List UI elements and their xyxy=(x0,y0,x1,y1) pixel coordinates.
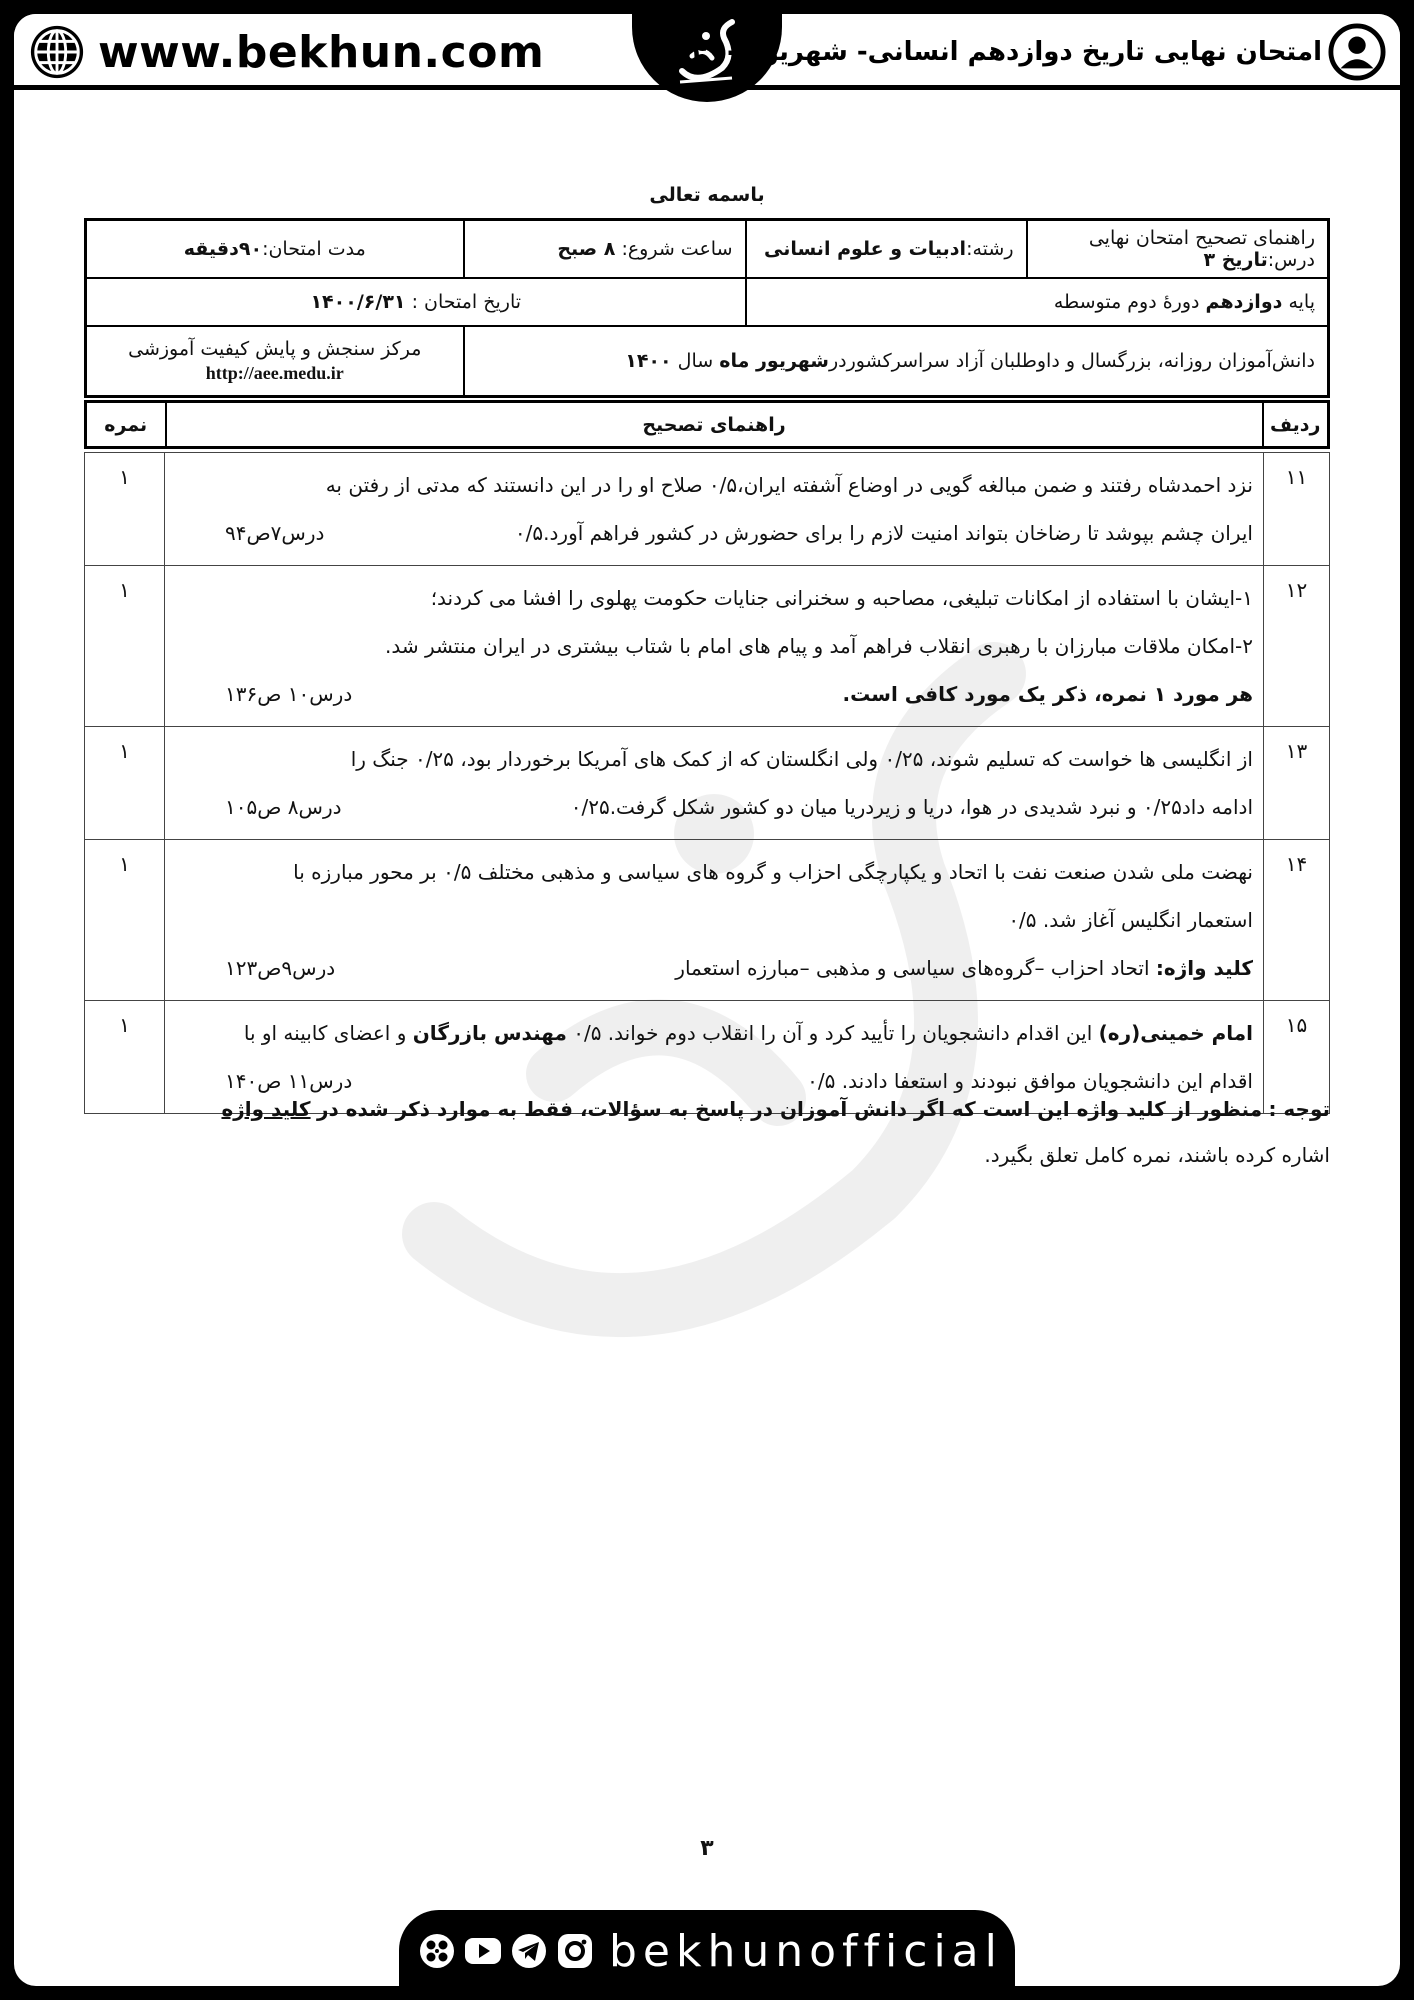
answers-table xyxy=(84,452,1330,1114)
answer-line: استعمار انگلیس آغاز شد. ۰/۵ xyxy=(1008,908,1253,932)
exam-title-text: امتحان نهایی تاریخ دوازدهم انسانی- شهریور ۱۴۰۰ xyxy=(675,37,1322,67)
answer-line: ۱-ایشان با استفاده از امکانات تبلیغی، مصاحبه و سخنرانی جنایات حکومت پهلوی را افشا می کردند؛ xyxy=(430,586,1253,610)
answer-line xyxy=(175,1009,1253,1057)
exam-date: ۱۴۰۰/۶/۳۱ xyxy=(310,291,406,313)
social-icons xyxy=(417,1931,595,1971)
center-name: مرکز سنجش و پایش کیفیت آموزشی xyxy=(128,337,422,360)
exam-title xyxy=(675,22,1386,82)
exam-month: شهریور ماه xyxy=(719,349,829,372)
subject-cell xyxy=(1027,220,1329,279)
answer-line: از انگلیسی ها خواست که تسلیم شوند، ۰/۲۵ ولی انگلستان که از کمک های آمریکا برخوردار بود، ۰/۲۵ جنگ را xyxy=(350,747,1253,771)
guide-label: راهنمای تصحیح امتحان نهایی درس: xyxy=(1088,227,1315,271)
students-text: دانش‌آموزان روزانه، بزرگسال و داوطلبان آزاد سراسرکشوردر xyxy=(829,349,1315,372)
duration: ۹۰دقیقه xyxy=(183,238,263,260)
lesson-reference: درس۹ص۱۲۳ xyxy=(225,956,336,980)
answer-cell xyxy=(165,840,1264,1001)
lesson-reference: درس۱۰ ص۱۳۶ xyxy=(225,682,353,706)
guide-header: راهنمای تصحیح xyxy=(166,402,1263,448)
lesson-reference: درس۸ ص۱۰۵ xyxy=(225,795,342,819)
answer-text: این اقدام دانشجویان را تأیید کرد و آن را انقلاب دوم خواند. ۰/۵ xyxy=(566,1021,1099,1045)
user-icon xyxy=(1328,23,1386,81)
page-number: ۳ xyxy=(700,1836,714,1861)
note-text-2: اشاره کرده باشند، نمره کامل تعلق بگیرد. xyxy=(984,1143,1330,1167)
aparat-icon[interactable] xyxy=(417,1931,457,1971)
keyword-line xyxy=(675,944,1253,992)
website-text: www.bekhun.com xyxy=(98,26,545,78)
note-text: منظور از کلید واژه این است که اگر دانش آموزان در پاسخ به سؤالات، فقط به موارد ذکر شده در xyxy=(316,1097,1263,1121)
instagram-icon[interactable] xyxy=(555,1931,595,1971)
center-cell xyxy=(86,326,464,396)
grade: دوازدهم xyxy=(1205,291,1283,313)
answer-note: هر مورد ۱ نمره، ذکر یک مورد کافی است. xyxy=(842,682,1253,706)
keyword-label: کلید واژه: xyxy=(1155,956,1253,980)
field-label: رشته: xyxy=(966,238,1014,260)
website-link[interactable] xyxy=(28,22,544,82)
students-cell xyxy=(464,326,1329,396)
row-number: ۱۴ xyxy=(1264,840,1330,1001)
exam-date-label: تاریخ امتحان : xyxy=(411,291,522,313)
answer-cell xyxy=(165,727,1264,840)
row-number: ۱۵ xyxy=(1264,1001,1330,1114)
page-header xyxy=(14,14,1400,90)
answer-line: نزد احمدشاه رفتند و ضمن مبالغه گویی در اوضاع آشفته ایران،۰/۵ صلاح او را در این دانستند که مدتی از رفتن به xyxy=(325,473,1253,497)
year-label: سال xyxy=(677,349,714,372)
exam-year: ۱۴۰۰ xyxy=(625,349,672,372)
social-footer xyxy=(399,1910,1015,1986)
grade-cell xyxy=(746,278,1329,326)
telegram-icon[interactable] xyxy=(509,1931,549,1971)
page-frame xyxy=(14,14,1400,1986)
start-label: ساعت شروع: xyxy=(621,238,733,260)
table-row xyxy=(85,566,1330,727)
lesson-reference: درس۷ص۹۴ xyxy=(225,521,325,545)
table-row xyxy=(85,840,1330,1001)
bold-name: مهندس بازرگان xyxy=(412,1021,567,1045)
basmala: باسمه تعالی xyxy=(649,184,765,206)
row-header: ردیف xyxy=(1263,402,1329,448)
keyword-note xyxy=(84,1086,1330,1178)
guide-header-table xyxy=(84,400,1330,449)
row-number: ۱۲ xyxy=(1264,566,1330,727)
duration-cell xyxy=(86,220,464,279)
exam-info-table xyxy=(84,218,1330,398)
field-cell xyxy=(746,220,1027,279)
grade-prefix: پایه xyxy=(1288,291,1315,313)
score-header: نمره xyxy=(86,402,166,448)
social-handle[interactable]: bekhunofficial xyxy=(609,1925,1003,1977)
note-keyword: کلید واژه xyxy=(221,1097,311,1121)
answer-line: ایران چشم بپوشد تا رضاخان بتواند امنیت لازم را برای حضورش در کشور فراهم آورد.۰/۵ xyxy=(514,521,1253,545)
answer-line: ادامه داد۰/۲۵ و نبرد شدیدی در هوا، دریا و زیردریا میان دو کشور شکل گرفت.۰/۲۵ xyxy=(570,795,1253,819)
table-row xyxy=(85,453,1330,566)
bold-name: امام خمینی(ره) xyxy=(1098,1021,1253,1045)
answer-text: و اعضای کابینه او با xyxy=(243,1021,413,1045)
note-label: توجه : xyxy=(1268,1097,1330,1121)
row-score: ۱ xyxy=(85,840,165,1001)
answer-line: ۲-امکان ملاقات مبارزان با رهبری انقلاب فراهم آمد و پیام های امام با شتاب بیشتری در ایران منتشر شد. xyxy=(385,634,1253,658)
youtube-icon[interactable] xyxy=(463,1931,503,1971)
globe-icon xyxy=(28,23,86,81)
start-time-cell xyxy=(464,220,746,279)
row-number: ۱۱ xyxy=(1264,453,1330,566)
lesson-reference: درس۱۱ ص۱۴۰ xyxy=(225,1069,353,1093)
row-number: ۱۳ xyxy=(1264,727,1330,840)
field: ادبیات و علوم انسانی xyxy=(763,238,967,260)
answer-line: اقدام این دانشجویان موافق نبودند و استعفا دادند. ۰/۵ xyxy=(807,1069,1253,1093)
answer-line: نهضت ملی شدن صنعت نفت با اتحاد و یکپارچگی احزاب و گروه های سیاسی و مذهبی مختلف ۰/۵ بر محور مبارزه با xyxy=(293,860,1253,884)
row-score: ۱ xyxy=(85,453,165,566)
duration-label: مدت امتحان: xyxy=(262,238,366,260)
start-time: ۸ صبح xyxy=(557,238,616,260)
row-score: ۱ xyxy=(85,727,165,840)
answer-cell xyxy=(165,453,1264,566)
subject: تاریخ ۳ xyxy=(1203,249,1268,271)
answer-cell xyxy=(165,566,1264,727)
table-row xyxy=(85,727,1330,840)
exam-date-cell xyxy=(86,278,746,326)
grade-suffix: دورهٔ دوم متوسطه xyxy=(1053,291,1200,313)
row-score: ۱ xyxy=(85,1001,165,1114)
keywords: اتحاد احزاب –گروه‌های سیاسی و مذهبی –مبارزه استعمار xyxy=(675,956,1150,980)
row-score: ۱ xyxy=(85,566,165,727)
center-url[interactable]: http://aee.medu.ir xyxy=(205,362,344,383)
